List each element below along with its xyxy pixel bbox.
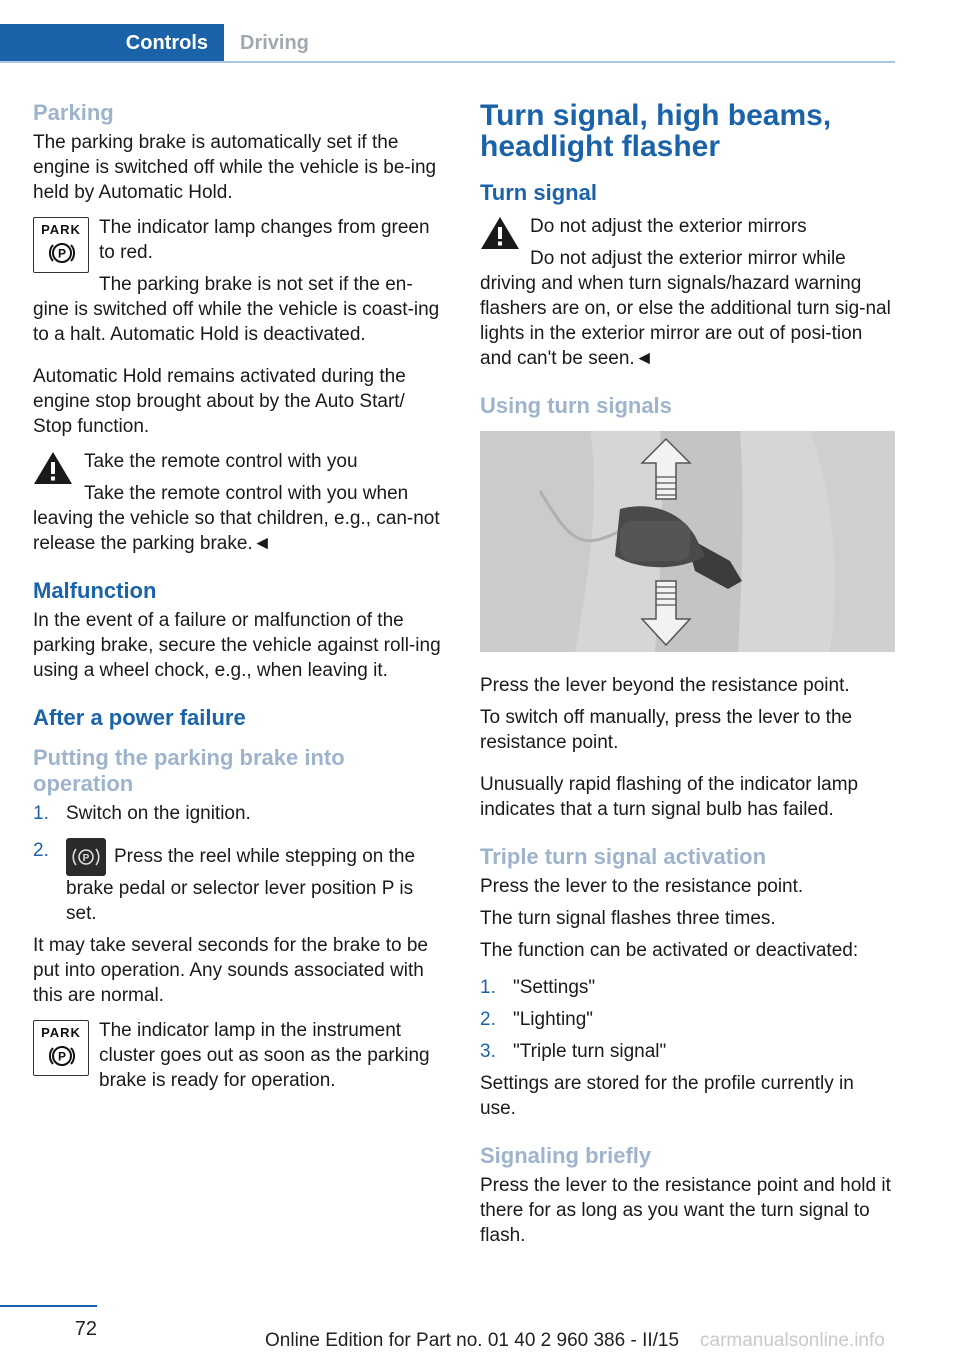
- step-text: Press the reel while stepping on the brake pedal or selector lever position P is set.: [66, 846, 416, 924]
- turn-signal-heading: Turn signal: [480, 180, 597, 205]
- settings-steps: [480, 975, 895, 1064]
- edition-text: Online Edition for Part no. 01 40 2 960 386 - II/15: [265, 1330, 680, 1351]
- step-text: Switch on the ignition.: [66, 803, 251, 824]
- right-column: [480, 100, 895, 1255]
- warning-title: Take the remote control with you: [84, 451, 358, 472]
- park-brake-icon: [33, 217, 89, 273]
- triple-turn-signal-heading: Triple turn signal activation: [480, 844, 767, 869]
- left-column: [33, 100, 447, 1100]
- park-brake-icon: [33, 1020, 89, 1076]
- step-number: 2.: [480, 1009, 496, 1030]
- step-number: 3.: [480, 1041, 496, 1062]
- main-heading: Turn signal, high beams, headlight flasher: [480, 99, 832, 163]
- warning-text-b: leaving the vehicle so that children, e.g., can-not release the parking brake.◄: [33, 508, 440, 554]
- press-lever-paragraph: Press the lever beyond the resistance point.: [480, 675, 850, 696]
- turn-signal-lever-illustration: [480, 431, 895, 652]
- warning-text-a: Take the remote control with you when: [84, 483, 409, 504]
- warning-text-a: Do not adjust the exterior mirror while: [530, 248, 846, 269]
- mirror-warning: [480, 214, 895, 371]
- list-item: [480, 1039, 895, 1064]
- parking-brake-reel-icon: [66, 838, 106, 876]
- lamp-out-text: The indicator lamp in the instrument cluster goes out as soon as the parking brake is ready for operation.: [99, 1020, 430, 1091]
- park-note-text-2a: The parking brake is not set if the en-: [99, 274, 413, 295]
- list-item: [33, 838, 447, 926]
- warning-triangle-icon: [33, 451, 73, 485]
- triple-paragraph-1: Press the lever to the resistance point.: [480, 876, 804, 897]
- warning-text-b: driving and when turn signals/hazard warning flashers are on, or else the additional turn sig-nal lights in the exterior mirror are out of posi-tion and can't be seen.◄: [480, 273, 891, 369]
- signaling-briefly-paragraph: Press the lever to the resistance point and hold it there for as long as you want the turn signal to flash.: [480, 1175, 891, 1246]
- list-item: [480, 1007, 895, 1032]
- putting-into-operation-heading: Putting the parking brake into operation: [33, 745, 345, 796]
- triple-paragraph-3: The function can be activated or deactivated:: [480, 940, 859, 961]
- page-number: 72: [74, 1318, 97, 1340]
- park-icon-label: PARK: [41, 1025, 81, 1040]
- parking-paragraph: The parking brake is automatically set if the engine is switched off while the vehicle is be-ing held by Automatic Hold.: [33, 132, 437, 203]
- step-number: 2.: [33, 840, 49, 861]
- park-note-text-2b: gine is switched off while the vehicle is coast-ing to a halt. Automatic Hold is deactivated.: [33, 299, 440, 345]
- svg-text:P: P: [82, 853, 90, 864]
- park-indicator-note: [33, 215, 447, 347]
- rapid-flashing-paragraph: Unusually rapid flashing of the indicator lamp indicates that a turn signal bulb has failed.: [480, 774, 859, 820]
- remote-control-warning: [33, 449, 447, 556]
- malfunction-heading: Malfunction: [33, 578, 157, 603]
- tab-controls[interactable]: Controls: [0, 24, 224, 61]
- stored-paragraph: Settings are stored for the profile currently in use.: [480, 1073, 854, 1119]
- malfunction-paragraph: In the event of a failure or malfunction of the parking brake, secure the vehicle against roll-ing using a wheel chock, e.g., when leaving it.: [33, 610, 441, 681]
- svg-text:P: P: [57, 246, 67, 261]
- seconds-paragraph: It may take several seconds for the brake to be put into operation. Any sounds associated with this are normal.: [33, 935, 428, 1006]
- watermark: carmanualsonline.info: [700, 1330, 885, 1351]
- tab-driving[interactable]: Driving: [240, 32, 309, 54]
- switch-off-paragraph: To switch off manually, press the lever to the resistance point.: [480, 707, 853, 753]
- warning-title: Do not adjust the exterior mirrors: [530, 216, 807, 237]
- list-item: [480, 975, 895, 1000]
- power-failure-heading: After a power failure: [33, 705, 246, 730]
- lamp-out-note: [33, 1018, 447, 1093]
- svg-text:P: P: [57, 1049, 67, 1064]
- using-turn-signals-heading: Using turn signals: [480, 393, 672, 418]
- step-text: "Lighting": [513, 1009, 594, 1030]
- activation-steps: [33, 801, 447, 926]
- footer-rule: [0, 1305, 97, 1307]
- step-number: 1.: [480, 977, 496, 998]
- step-text: "Settings": [513, 977, 596, 998]
- step-number: 1.: [33, 803, 49, 824]
- park-note-text-1: The indicator lamp changes from green to red.: [99, 217, 430, 263]
- triple-paragraph-2: The turn signal flashes three times.: [480, 908, 776, 929]
- warning-triangle-icon: [480, 216, 520, 250]
- parking-heading: Parking: [33, 100, 114, 125]
- signaling-briefly-heading: Signaling briefly: [480, 1143, 652, 1168]
- step-text: "Triple turn signal": [513, 1041, 667, 1062]
- auto-hold-paragraph: Automatic Hold remains activated during the engine stop brought about by the Auto Start/ Stop function.: [33, 366, 406, 437]
- list-item: [33, 801, 447, 826]
- header-bar: [0, 24, 895, 63]
- park-icon-label: PARK: [41, 222, 81, 237]
